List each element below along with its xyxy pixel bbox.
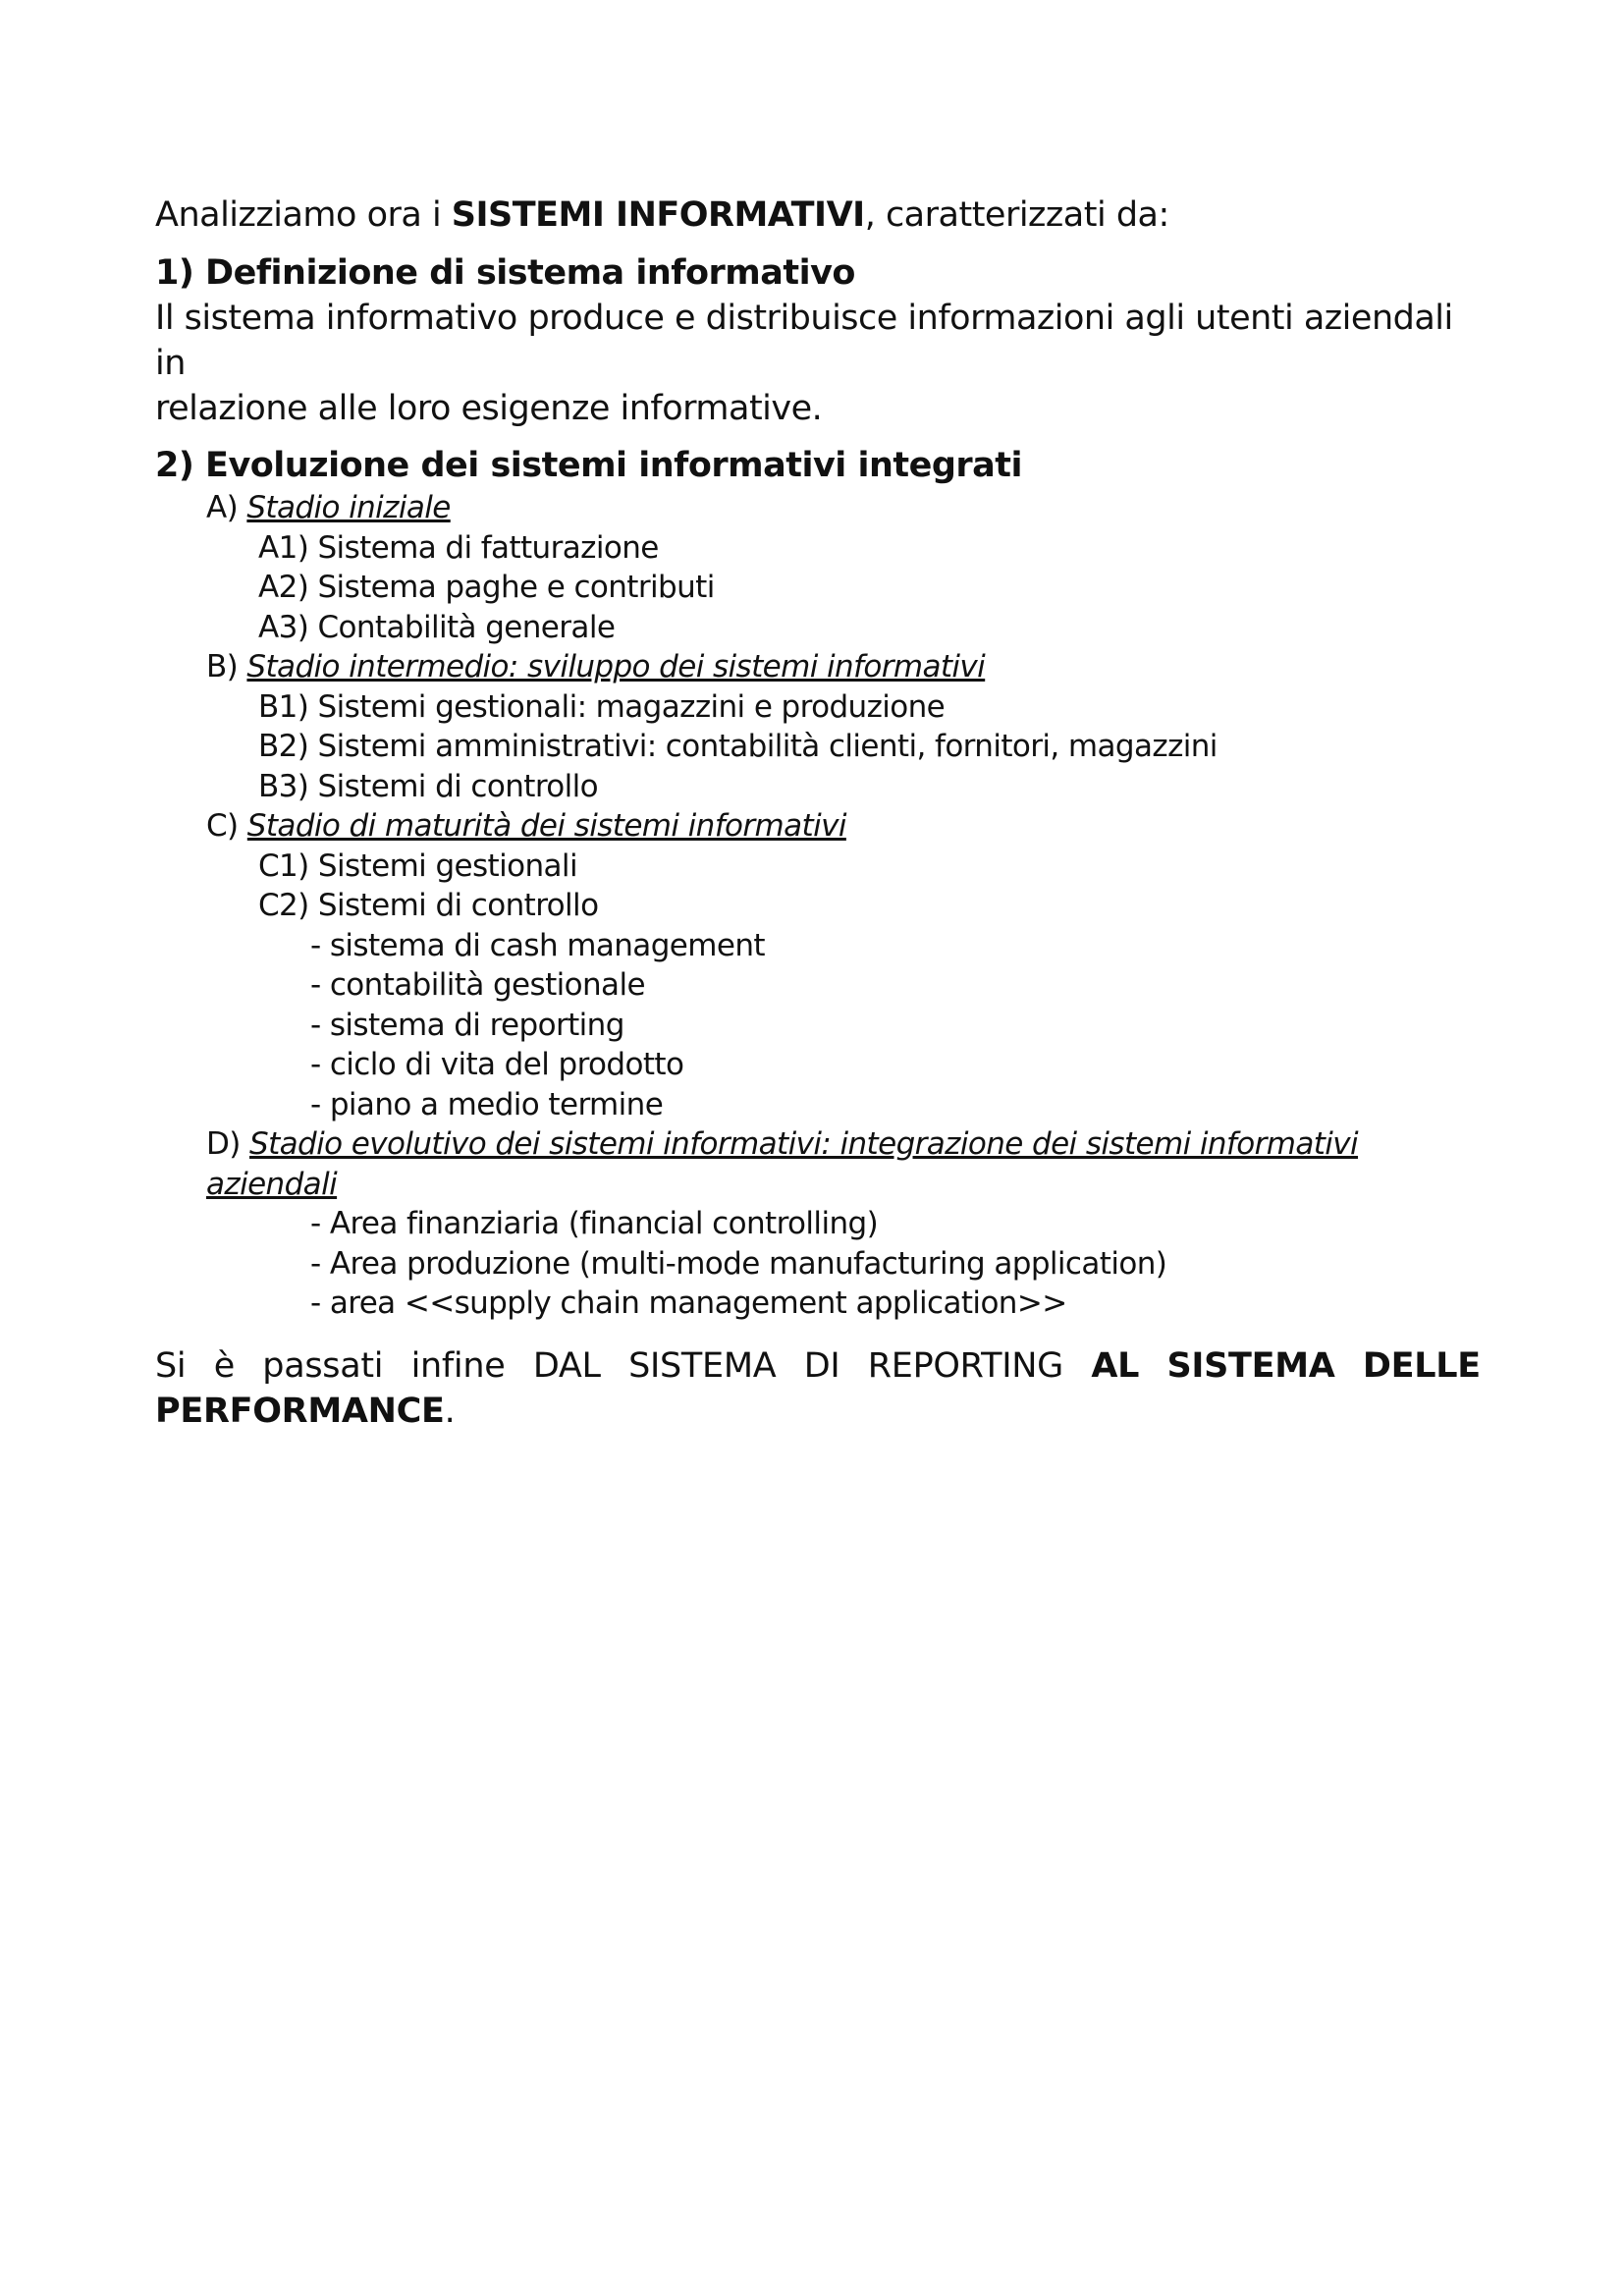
closing-word: DAL [532, 1345, 601, 1386]
closing-bold-word: AL [1091, 1345, 1140, 1386]
list-item: A2) Sistema paghe e contributi [258, 570, 715, 605]
document-page [155, 191, 1481, 1434]
list-item: B1) Sistemi gestionali: magazzini e produzione [258, 688, 946, 725]
sub-list-item: - contabilità gestionale [310, 967, 645, 1003]
intro-suffix: , caratterizzati da: [864, 195, 1169, 235]
intro-paragraph [155, 191, 1481, 239]
stage-c [155, 806, 1481, 847]
sub-list-item: - sistema di reporting [310, 1007, 624, 1043]
list-item: A3) Contabilità generale [258, 609, 616, 645]
list-item: C2) Sistemi di controllo [258, 888, 599, 923]
intro-prefix: Analizziamo ora i [155, 195, 452, 235]
section2-heading: 2) Evoluzione dei sistemi informativi integrati [155, 446, 1023, 485]
intro-bold-term: SISTEMI INFORMATIVI [451, 195, 865, 235]
stage-d-title: Stadio evolutivo dei sistemi informativi: integrazione dei sistemi informativi aziendali [206, 1126, 1359, 1202]
section1-text-line2: relazione alle loro esigenze informative. [155, 389, 823, 428]
sub-list-item: - Area produzione (multi-mode manufacturing application) [310, 1245, 1167, 1282]
stage-a [155, 488, 1481, 528]
list-item: B3) Sistemi di controllo [258, 768, 599, 804]
list-item: B2) Sistemi amministrativi: contabilità clienti, fornitori, magazzini [258, 729, 1218, 764]
sub-list-item: - sistema di cash management [310, 927, 765, 963]
stage-c-marker: C) [206, 808, 247, 844]
stage-b [155, 647, 1481, 687]
sub-list-item: - ciclo di vita del prodotto [310, 1047, 684, 1082]
stage-a-title: Stadio iniziale [246, 490, 451, 525]
stage-b-title: Stadio intermedio: sviluppo dei sistemi informativi [246, 649, 986, 684]
section1-text-line1: Il sistema informativo produce e distribuisce informazioni agli utenti aziendali in [155, 299, 1453, 383]
stage-b-marker: B) [206, 649, 247, 684]
sub-list-item: - Area finanziaria (financial controlling) [310, 1206, 879, 1241]
closing-bold-word: DELLE [1362, 1345, 1481, 1386]
closing-word: Si [155, 1345, 187, 1386]
stage-c-title: Stadio di maturità dei sistemi informativi [246, 808, 846, 844]
closing-bold-word: PERFORMANCE [155, 1391, 445, 1431]
section1-text [155, 296, 1481, 431]
closing-line1 [155, 1343, 1481, 1389]
list-item: C1) Sistemi gestionali [258, 847, 577, 884]
stage-a-marker: A) [206, 490, 247, 525]
closing-bold-word: SISTEMA [1166, 1345, 1335, 1386]
sub-list-item: - piano a medio termine [310, 1086, 664, 1122]
closing-word: passati [262, 1345, 384, 1386]
closing-paragraph [155, 1343, 1481, 1434]
stages-list [155, 488, 1481, 1324]
stage-d-marker: D) [206, 1126, 250, 1162]
closing-word: DI [803, 1345, 840, 1386]
sub-list-item: - area <<supply chain management application>> [310, 1285, 1067, 1321]
closing-period: . [444, 1391, 456, 1431]
section1-heading: 1) Definizione di sistema informativo [155, 253, 855, 293]
closing-word: SISTEMA [628, 1345, 777, 1386]
closing-word: infine [410, 1345, 506, 1386]
list-item: A1) Sistema di fatturazione [258, 529, 659, 566]
closing-word: è [213, 1345, 235, 1386]
closing-line2 [155, 1389, 1481, 1434]
closing-word: REPORTING [867, 1345, 1063, 1386]
stage-d [155, 1124, 1481, 1204]
